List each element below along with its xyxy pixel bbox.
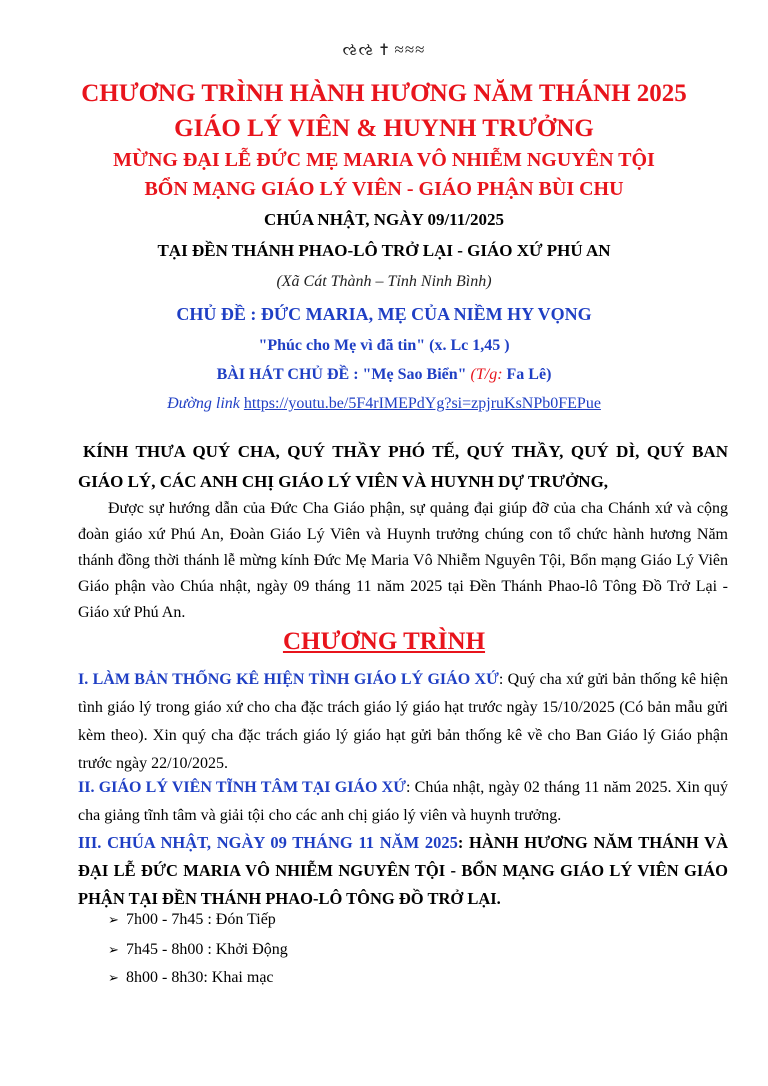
intro-text: Được sự hướng dẫn của Đức Cha Giáo phận, sự quảng đại giúp đỡ của cha Chánh xứ và cộng đoàn giáo xứ Phú An, Đoàn Giáo Lý Viên và Huynh trưởng chúng con tổ chức hành hương Năm thánh đồng thời thánh lễ mừng kính Đức Mẹ Maria Vô Nhiễm Nguyên Tội, Bổn mạng Giáo Lý Viên Giáo phận vào Chúa nhật, ngày 09 tháng 11 năm 2025 tại Đền Thánh Phao-lô Tông Đồ Trở Lại - Giáo xứ Phú An.: [78, 500, 728, 621]
section-1-text: : Quý cha xứ gửi bản thống kê hiện tình giáo lý trong giáo xứ cho cha đặc trách giáo lý giáo hạt trước ngày 15/10/2025 (Có bản mẫu gửi kèm theo). Xin quý cha đặc trách giáo lý giáo hạt gửi bản thống kê về cho Ban Giáo lý Giáo phận trước ngày 22/10/2025.: [78, 671, 729, 772]
schedule-item-text: 7h00 - 7h45 : Đón Tiếp: [126, 911, 276, 928]
section-1-heading: I. LÀM BẢN THỐNG KÊ HIỆN TÌNH GIÁO LÝ GIÁO XỨ: [78, 671, 499, 688]
theme-song-line: [0, 366, 768, 384]
cross-ornament-icon: ઌઌ ✝ ≈≈≈: [342, 40, 426, 59]
link-line: [0, 395, 768, 413]
youtube-link[interactable]: https://youtu.be/5F4rIMEPdYg?si=zpjruKsNPb0FEPue: [243, 395, 601, 412]
arrow-bullet-icon: ➢: [108, 912, 119, 927]
section-3-text: : HÀNH HƯƠNG NĂM THÁNH VÀ ĐẠI LỄ ĐỨC MARIA VÔ NHIỄM NGUYÊN TỘI - BỔN MẠNG GIÁO LÝ VIÊN GIÁO PHẬN TẠI ĐỀN THÁNH PHAO-LÔ TÔNG ĐỒ TRỞ LẠI.: [78, 833, 728, 908]
greeting-text: KÍNH THƯA QUÝ CHA, QUÝ THẦY PHÓ TẾ, QUÝ THẦY, QUÝ DÌ, QUÝ BAN GIÁO LÝ, CÁC ANH CHỊ GIÁO LÝ VIÊN VÀ HUYNH DỰ TRƯỞNG,: [78, 442, 728, 491]
title-line-2: GIÁO LÝ VIÊN & HUYNH TRƯỞNG: [174, 115, 594, 142]
section-1: [78, 666, 728, 778]
title-line-1: CHƯƠNG TRÌNH HÀNH HƯƠNG NĂM THÁNH 2025: [81, 80, 687, 107]
address-line: (Xã Cát Thành – Tỉnh Ninh Bình): [276, 273, 492, 290]
arrow-bullet-icon: ➢: [108, 970, 119, 985]
schedule-item-text: 8h00 - 8h30: Khai mạc: [126, 969, 274, 986]
song-label: BÀI HÁT CHỦ ĐỀ : "Mẹ Sao Biển": [216, 366, 467, 383]
title-line-3: MỪNG ĐẠI LỄ ĐỨC MẸ MARIA VÔ NHIỄM NGUYÊN TỘI: [113, 149, 655, 171]
section-2-text: : Chúa nhật, ngày 02 tháng 11 năm 2025. Xin quý cha giảng tĩnh tâm và giải tội cho các anh chị giáo lý viên và huynh trưởng.: [78, 779, 728, 824]
arrow-bullet-icon: ➢: [108, 942, 119, 957]
song-author-prefix: (T/g:: [466, 366, 503, 383]
schedule-item: [108, 911, 276, 929]
schedule-item-text: 7h45 - 8h00 : Khởi Động: [126, 941, 288, 958]
greeting: [78, 437, 728, 497]
section-2-heading: II. GIÁO LÝ VIÊN TĨNH TÂM TẠI GIÁO XỨ: [78, 779, 406, 796]
place-line: TẠI ĐỀN THÁNH PHAO-LÔ TRỞ LẠI - GIÁO XỨ PHÚ AN: [157, 241, 611, 260]
quote-line: "Phúc cho Mẹ vì đã tin" (x. Lc 1,45 ): [258, 337, 510, 354]
section-3: [78, 829, 728, 913]
schedule-item: [108, 941, 288, 959]
section-2: [78, 774, 728, 830]
section-3-heading: III. CHÚA NHẬT, NGÀY 09 THÁNG 11 NĂM 2025: [78, 833, 458, 852]
song-author: Fa Lê): [502, 366, 552, 383]
intro-paragraph: [78, 496, 728, 626]
theme-line: CHỦ ĐỀ : ĐỨC MARIA, MẸ CỦA NIỀM HY VỌNG: [176, 304, 592, 324]
date-line: CHÚA NHẬT, NGÀY 09/11/2025: [264, 210, 504, 229]
schedule-item: [108, 969, 274, 987]
link-label: Đường link: [167, 395, 244, 412]
title-line-4: BỔN MẠNG GIÁO LÝ VIÊN - GIÁO PHẬN BÙI CHU: [144, 178, 624, 200]
program-heading: CHƯƠNG TRÌNH: [282, 628, 486, 655]
